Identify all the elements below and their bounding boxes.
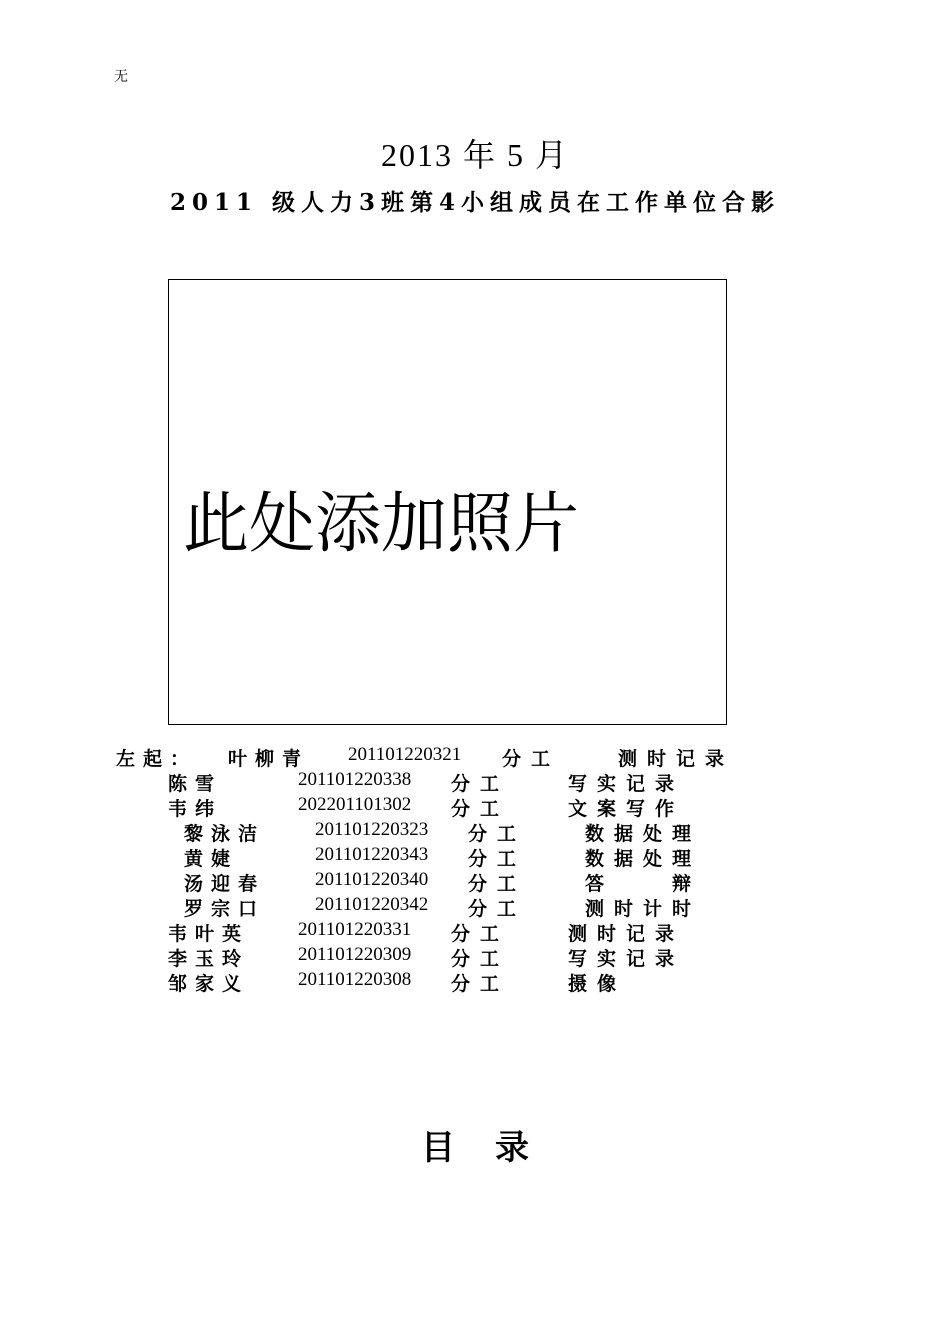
member-division: 分工: [502, 748, 561, 770]
member-task: 数据处理: [585, 823, 702, 845]
member-task: 答 辩: [585, 873, 702, 895]
member-name: 韦叶英: [168, 923, 250, 945]
member-id: 201101220331: [298, 919, 412, 940]
member-name: 叶柳青: [228, 748, 310, 770]
member-division: 分工: [451, 948, 510, 970]
cover-title: 2011 级人力3班第4小组成员在工作单位合影: [169, 189, 781, 216]
member-task: 测时记录: [568, 923, 685, 945]
member-id: 201101220308: [298, 969, 412, 990]
member-name: 邹家义: [168, 973, 250, 995]
member-name: 陈雪: [168, 773, 223, 795]
member-name: 韦纬: [168, 798, 223, 820]
member-name: 黄婕: [184, 848, 239, 870]
member-task: 测时记录: [618, 748, 735, 770]
member-task: 文案写作: [568, 798, 685, 820]
toc-heading: 目录: [421, 1128, 569, 1168]
member-id: 201101220338: [298, 769, 412, 790]
member-id: 201101220309: [298, 944, 412, 965]
member-division: 分工: [468, 823, 527, 845]
member-division: 分工: [451, 773, 510, 795]
member-task: 测时计时: [585, 898, 702, 920]
member-list: [0, 742, 950, 1012]
corner-note: 无: [114, 69, 128, 85]
member-task: 写实记录: [568, 948, 685, 970]
member-id: 201101220343: [315, 844, 429, 865]
member-division: 分工: [468, 898, 527, 920]
member-id: 201101220342: [315, 894, 429, 915]
member-division: 分工: [451, 973, 510, 995]
member-division: 分工: [468, 848, 527, 870]
member-name: 黎泳洁: [184, 823, 266, 845]
member-division: 分工: [468, 873, 527, 895]
member-prefix: 左起：: [116, 748, 198, 770]
member-id: 201101220321: [348, 744, 462, 765]
member-id: 201101220323: [315, 819, 429, 840]
member-id: 201101220340: [315, 869, 429, 890]
member-id: 202201101302: [298, 794, 412, 815]
member-task: 数据处理: [585, 848, 702, 870]
member-name: 李玉玲: [168, 948, 250, 970]
cover-date: 2013 年 5 月: [380, 137, 569, 173]
member-task: 摄像: [568, 973, 627, 995]
member-name: 汤迎春: [184, 873, 266, 895]
member-name: 罗宗口: [184, 898, 266, 920]
member-division: 分工: [451, 798, 510, 820]
photo-placeholder-box: [168, 279, 727, 725]
photo-placeholder-text: 此处添加照片: [183, 485, 579, 562]
member-task: 写实记录: [568, 773, 685, 795]
member-division: 分工: [451, 923, 510, 945]
